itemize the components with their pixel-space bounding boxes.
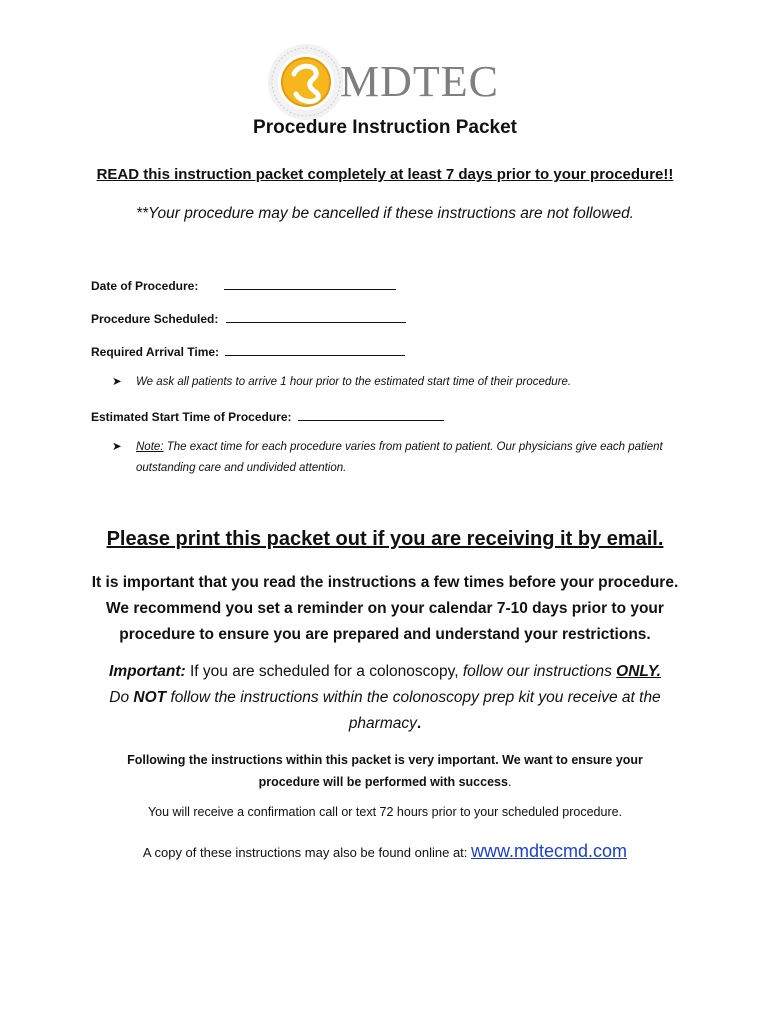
following-paragraph <box>95 749 675 793</box>
important-label: Important: <box>109 663 186 680</box>
required-arrival-blank[interactable] <box>225 343 405 356</box>
important-paragraph: It is important that you read the instructions a few times before your procedure. We recommend you set a reminder on your calendar 7-10 days prior to your procedure to ensure you are prepared and understand your restrictions. <box>91 574 679 643</box>
read-notice: READ this instruction packet completely at least 7 days prior to your procedure!! <box>96 166 674 183</box>
confirmation-line: You will receive a confirmation call or text 72 hours prior to your scheduled procedure. <box>147 805 623 819</box>
arrival-bullet <box>112 372 692 393</box>
date-of-procedure-blank[interactable] <box>224 277 396 290</box>
colonoscopy-paragraph <box>85 659 685 737</box>
colonoscopy-text-2: follow our instructions <box>462 663 617 680</box>
online-copy-line <box>0 841 770 862</box>
arrival-bullet-text: We ask all patients to arrive 1 hour prior to the estimated start time of their procedure. <box>136 376 572 388</box>
not-label: NOT <box>133 689 167 706</box>
arrow-bullet-icon: ➤ <box>112 376 122 388</box>
procedure-scheduled-label: Procedure Scheduled: <box>91 312 219 326</box>
print-packet-heading: Please print this packet out if you are receiving it by email. <box>106 528 664 550</box>
date-of-procedure-label: Date of Procedure: <box>91 279 199 293</box>
note-text: The exact time for each procedure varies from patient to patient. Our physicians give each patient outstanding care and undivided attention. <box>136 441 663 474</box>
following-period: . <box>507 775 512 789</box>
arrow-bullet-icon: ➤ <box>112 441 122 453</box>
colonoscopy-period: . <box>416 715 422 732</box>
page-title: Procedure Instruction Packet <box>253 117 517 138</box>
website-link[interactable]: www.mdtecmd.com <box>471 841 628 861</box>
note-label: Note: <box>136 441 164 453</box>
following-text: Following the instructions within this packet is very important. We want to ensure your procedure will be performed with success <box>127 753 643 789</box>
procedure-scheduled-field[interactable] <box>91 310 406 326</box>
required-arrival-field[interactable] <box>91 343 405 359</box>
estimated-start-blank[interactable] <box>298 408 444 421</box>
only-label: ONLY. <box>616 663 661 680</box>
procedure-scheduled-blank[interactable] <box>226 310 406 323</box>
logo-emblem-icon <box>268 42 343 120</box>
note-bullet <box>112 437 692 479</box>
colonoscopy-text-3: follow the instructions within the colonoscopy prep kit you receive at the pharmacy <box>166 689 661 732</box>
cancel-notice: **Your procedure may be cancelled if these instructions are not followed. <box>135 205 634 222</box>
estimated-start-field[interactable] <box>91 408 444 424</box>
do-label: Do <box>109 689 134 706</box>
colonoscopy-text-1: If you are scheduled for a colonoscopy, <box>185 663 463 680</box>
required-arrival-label: Required Arrival Time: <box>91 345 220 359</box>
estimated-start-label: Estimated Start Time of Procedure: <box>91 410 292 424</box>
date-of-procedure-field[interactable] <box>91 277 396 293</box>
online-prefix: A copy of these instructions may also be found online at: <box>142 845 472 860</box>
logo-wordmark: MDTEC <box>340 57 499 106</box>
